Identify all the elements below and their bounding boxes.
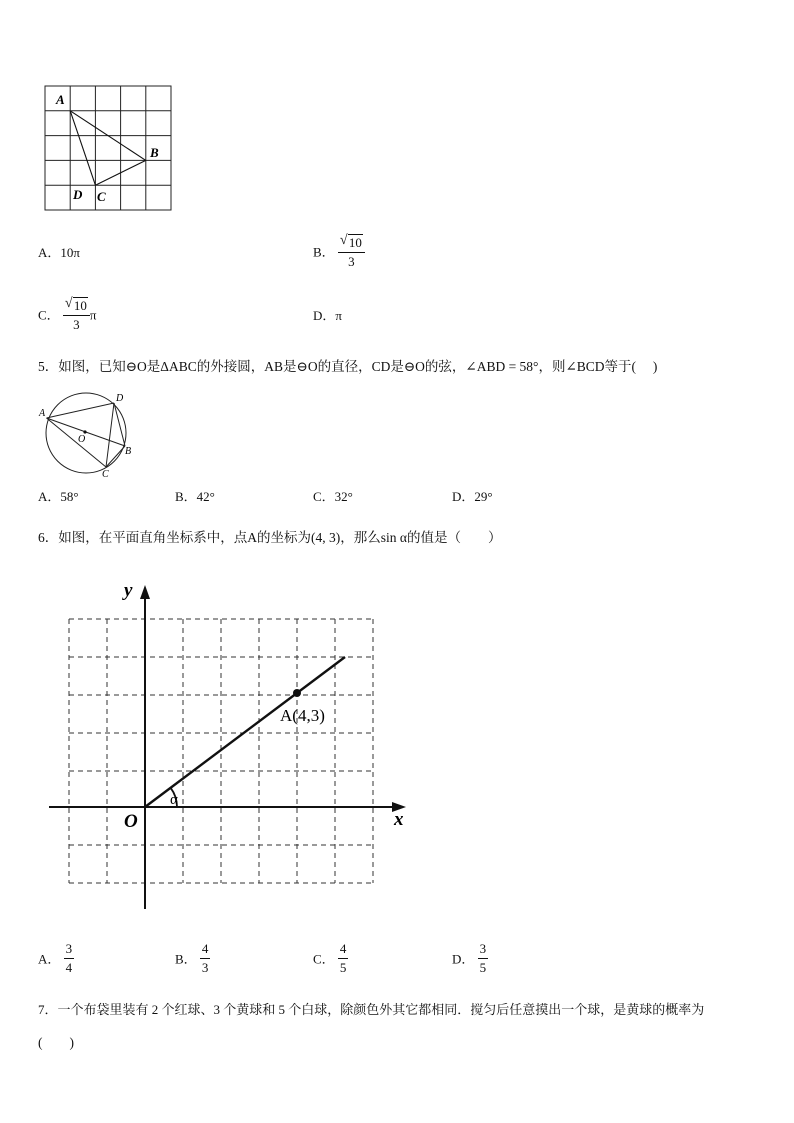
fraction: √ 10 3 bbox=[338, 234, 365, 270]
denominator: 3 bbox=[348, 253, 355, 269]
option-letter: C． bbox=[313, 951, 335, 967]
option-letter: A． bbox=[38, 951, 61, 967]
q5-option-a[interactable] bbox=[38, 490, 79, 503]
q4-label-a: A bbox=[56, 92, 65, 107]
q6-coordinate-figure bbox=[44, 575, 414, 915]
q5-circle-figure bbox=[36, 388, 140, 480]
option-value: 42° bbox=[196, 489, 215, 504]
q4-option-c[interactable] bbox=[38, 297, 97, 333]
q7-stem-line1: 7．一个布袋里装有 2 个红球、3 个黄球和 5 个白球，除颜色外其它都相同．搅匀后任意摸出一个球，是黄球的概率为 bbox=[38, 1002, 705, 1017]
q6-stem: 6．如图，在平面直角坐标系中，点A的坐标为(4, 3)，那么sin α的值是（ ） bbox=[38, 530, 502, 545]
q4-grid-figure bbox=[40, 84, 180, 216]
option-letter: C． bbox=[38, 307, 60, 323]
option-letter: B． bbox=[175, 951, 197, 967]
numerator: 3 bbox=[478, 942, 489, 959]
ray-oa bbox=[145, 657, 345, 807]
fraction bbox=[478, 942, 489, 976]
alpha-label: α bbox=[170, 792, 178, 808]
q5-label-b: B bbox=[125, 446, 132, 457]
q5-label-a: A bbox=[39, 408, 46, 419]
denominator: 4 bbox=[65, 959, 73, 975]
fraction: √ 10 3 bbox=[63, 297, 90, 333]
q5-option-d[interactable] bbox=[452, 490, 493, 503]
y-axis-label: y bbox=[124, 580, 133, 601]
option-value: 32° bbox=[334, 489, 353, 504]
q5-label-c: C bbox=[102, 469, 109, 480]
q4-option-b[interactable] bbox=[313, 234, 365, 270]
q6-option-c[interactable] bbox=[313, 942, 348, 976]
fraction bbox=[64, 942, 75, 976]
point-a bbox=[293, 689, 301, 697]
q7-answer-bracket: ( ) bbox=[38, 1035, 74, 1050]
option-value: 10π bbox=[60, 245, 80, 260]
radicand: 10 bbox=[348, 235, 362, 250]
numerator: 3 bbox=[64, 942, 75, 959]
option-letter: C． bbox=[313, 489, 335, 504]
q6-option-d[interactable] bbox=[452, 942, 488, 976]
x-axis-label: x bbox=[394, 809, 404, 830]
q4-label-d: D bbox=[73, 187, 83, 202]
fraction bbox=[338, 942, 349, 976]
denominator: 3 bbox=[201, 959, 209, 975]
point-a-label: A(4,3) bbox=[280, 706, 325, 725]
denominator: 3 bbox=[73, 316, 80, 332]
q5-label-d: D bbox=[116, 393, 124, 404]
q5-stem: 5．如图，已知⊖O是ΔABC的外接圆，AB是⊖O的直径，CD是⊖O的弦，∠ABD = 58°，则∠BCD等于( ) bbox=[38, 359, 658, 374]
option-letter: D． bbox=[313, 308, 336, 323]
q4-option-d[interactable] bbox=[313, 309, 342, 322]
q4-label-c: C bbox=[97, 189, 106, 204]
q4-label-b: B bbox=[150, 145, 159, 160]
option-letter: B． bbox=[313, 244, 335, 260]
q5-option-b[interactable] bbox=[175, 490, 215, 503]
numerator: 4 bbox=[200, 942, 211, 959]
q6-option-a[interactable] bbox=[38, 942, 74, 976]
q5-label-o: O bbox=[78, 434, 86, 445]
q4-triangle bbox=[70, 111, 146, 185]
option-value: 58° bbox=[60, 489, 79, 504]
denominator: 5 bbox=[339, 959, 347, 975]
option-value: 29° bbox=[474, 489, 493, 504]
y-axis-arrow bbox=[140, 585, 150, 599]
radicand: 10 bbox=[73, 298, 87, 313]
option-letter: A． bbox=[38, 245, 61, 260]
q6-option-b[interactable] bbox=[175, 942, 210, 976]
q5-option-c[interactable] bbox=[313, 490, 353, 503]
origin-label: O bbox=[124, 811, 138, 832]
option-letter: D． bbox=[452, 951, 475, 967]
denominator: 5 bbox=[479, 959, 487, 975]
numerator: 4 bbox=[338, 942, 349, 959]
option-letter: A． bbox=[38, 489, 61, 504]
pi-suffix: π bbox=[89, 307, 97, 323]
fraction bbox=[200, 942, 211, 976]
option-letter: B． bbox=[175, 489, 197, 504]
q4-option-a[interactable] bbox=[38, 246, 80, 259]
option-value: π bbox=[335, 308, 342, 323]
option-letter: D． bbox=[452, 489, 475, 504]
